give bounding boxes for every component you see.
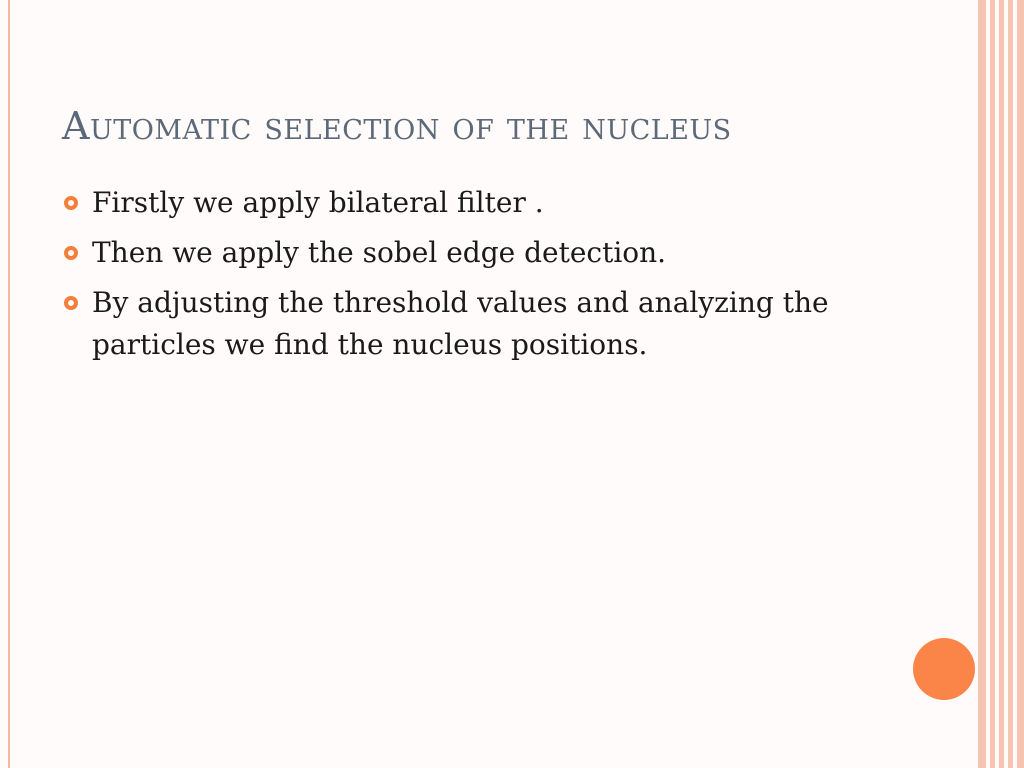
decorative-stripe bbox=[990, 0, 995, 768]
decorative-stripe bbox=[1008, 0, 1013, 768]
decorative-stripe bbox=[978, 0, 986, 768]
bullet-list bbox=[62, 182, 892, 374]
ring-bullet-icon bbox=[64, 196, 78, 210]
bullet-item bbox=[62, 182, 892, 224]
slide-title: Automatic selection of the nucleus bbox=[62, 104, 732, 148]
ring-bullet-icon bbox=[64, 296, 78, 310]
bullet-item bbox=[62, 232, 892, 274]
right-decorative-stripes bbox=[978, 0, 1024, 768]
bullet-text: By adjusting the threshold values and analyzing the particles we find the nucleus positions. bbox=[92, 286, 829, 361]
decorative-stripe bbox=[1017, 0, 1024, 768]
bullet-item bbox=[62, 282, 892, 366]
decorative-stripe bbox=[999, 0, 1004, 768]
bullet-text: Then we apply the sobel edge detection. bbox=[92, 236, 667, 269]
ring-bullet-icon bbox=[64, 246, 78, 260]
decorative-circle bbox=[913, 638, 975, 700]
bullet-text: Firstly we apply bilateral filter . bbox=[92, 186, 544, 219]
left-border-line bbox=[8, 0, 10, 768]
